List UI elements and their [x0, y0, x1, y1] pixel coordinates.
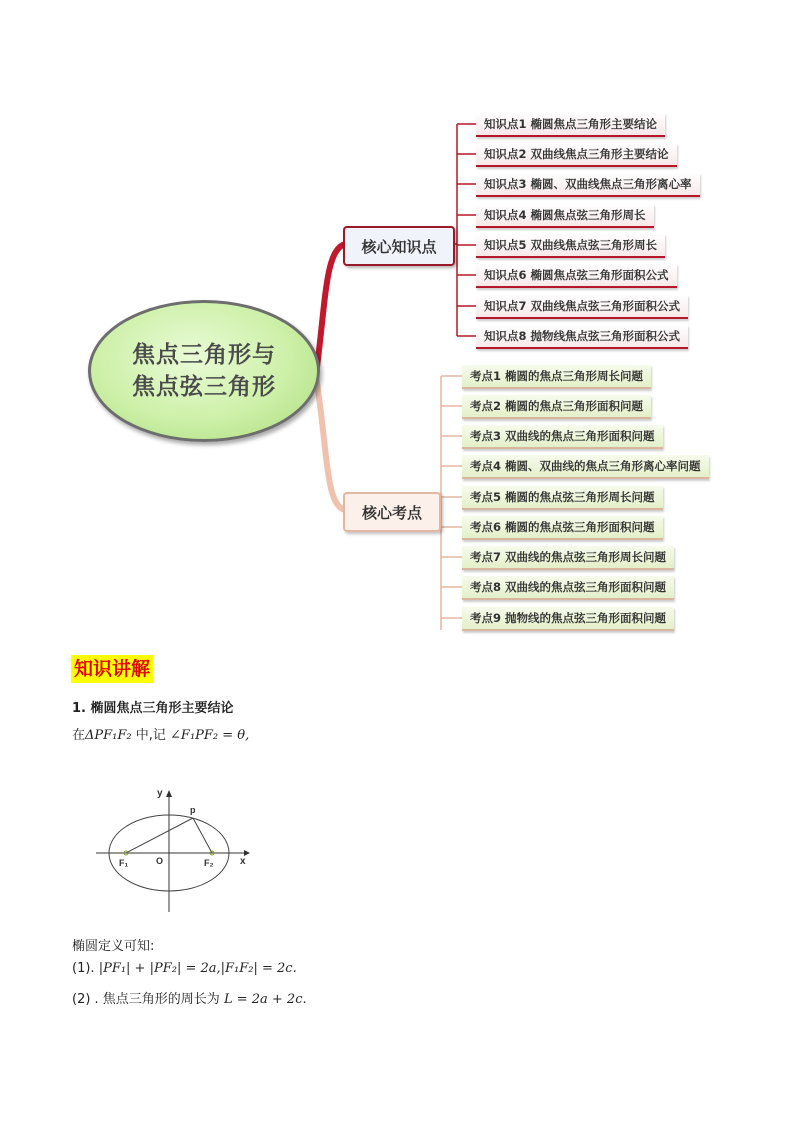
- knowledge-item-2: 知识点2 双曲线焦点三角形主要结论: [476, 143, 677, 167]
- section-heading-knowledge-explanation: 知识讲解: [71, 655, 153, 683]
- root-to-knowledge-connector: [316, 244, 345, 375]
- knowledge-item-6: 知识点6 椭圆焦点弦三角形面积公式: [476, 264, 677, 288]
- branch-core-knowledge: 核心知识点: [343, 226, 455, 266]
- root-title-line1: 焦点三角形与: [132, 342, 276, 368]
- branch-core-exam-points: 核心考点: [343, 492, 441, 532]
- exam-item-6: 考点6 椭圆的焦点弦三角形面积问题: [462, 516, 663, 540]
- exam-item-5: 考点5 椭圆的焦点弦三角形周长问题: [462, 486, 663, 510]
- intro-prefix: 在: [72, 728, 86, 743]
- knowledge-item-3: 知识点3 椭圆、双曲线焦点三角形离心率: [476, 173, 700, 197]
- knowledge-item-7: 知识点7 双曲线焦点弦三角形面积公式: [476, 295, 688, 319]
- definition-text: 椭圆定义可知:: [72, 939, 155, 954]
- subsection-title: 1. 椭圆焦点三角形主要结论: [72, 701, 234, 716]
- formula-item-2-expression: L = 2a + 2c.: [223, 992, 307, 1007]
- intro-angle-formula: ∠F₁PF₂ = θ,: [170, 728, 250, 743]
- knowledge-leaf-connectors: [457, 124, 476, 336]
- formula-item-2-prefix: (2) . 焦点三角形的周长为: [72, 992, 224, 1007]
- exam-item-3: 考点3 双曲线的焦点三角形面积问题: [462, 425, 663, 449]
- mindmap-root-node: [88, 300, 320, 442]
- label-origin: O: [156, 856, 164, 866]
- knowledge-item-1: 知识点1 椭圆焦点三角形主要结论: [476, 113, 665, 137]
- y-axis-arrow: [166, 790, 172, 797]
- exam-item-9: 考点9 抛物线的焦点弦三角形面积问题: [462, 607, 674, 631]
- exam-item-1: 考点1 椭圆的焦点三角形周长问题: [462, 365, 651, 389]
- intro-sentence: [72, 724, 249, 743]
- knowledge-item-8: 知识点8 抛物线焦点弦三角形面积公式: [476, 325, 688, 349]
- exam-leaf-connectors: [441, 376, 462, 618]
- root-title-line2: 焦点弦三角形: [132, 374, 276, 400]
- exam-item-4: 考点4 椭圆、双曲线的焦点三角形离心率问题: [462, 455, 709, 479]
- knowledge-item-4: 知识点4 椭圆焦点弦三角形周长: [476, 204, 654, 228]
- label-p: p: [190, 805, 196, 815]
- formula-item-1-expression: |PF₁| + |PF₂| = 2a,|F₁F₂| = 2c.: [98, 961, 297, 976]
- root-to-exam-connector: [316, 377, 345, 510]
- label-y: y: [157, 788, 163, 799]
- ellipse-focal-triangle-figure: [94, 782, 264, 916]
- exam-item-7: 考点7 双曲线的焦点弦三角形周长问题: [462, 546, 674, 570]
- segment-pf1: [126, 818, 193, 853]
- intro-triangle-symbol: ΔPF₁F₂: [85, 728, 132, 743]
- label-f1: F₁: [119, 858, 129, 868]
- formula-item-1: [72, 961, 297, 976]
- exam-item-8: 考点8 双曲线的焦点弦三角形面积问题: [462, 576, 674, 600]
- formula-item-2: [72, 988, 307, 1007]
- knowledge-item-5: 知识点5 双曲线焦点弦三角形周长: [476, 234, 665, 258]
- segment-pf2: [193, 818, 212, 853]
- label-f2: F₂: [204, 858, 214, 868]
- exam-item-2: 考点2 椭圆的焦点三角形面积问题: [462, 395, 651, 419]
- label-x: x: [240, 856, 246, 867]
- formula-item-1-prefix: (1).: [72, 961, 99, 976]
- intro-mid-text: 中,记: [131, 728, 171, 743]
